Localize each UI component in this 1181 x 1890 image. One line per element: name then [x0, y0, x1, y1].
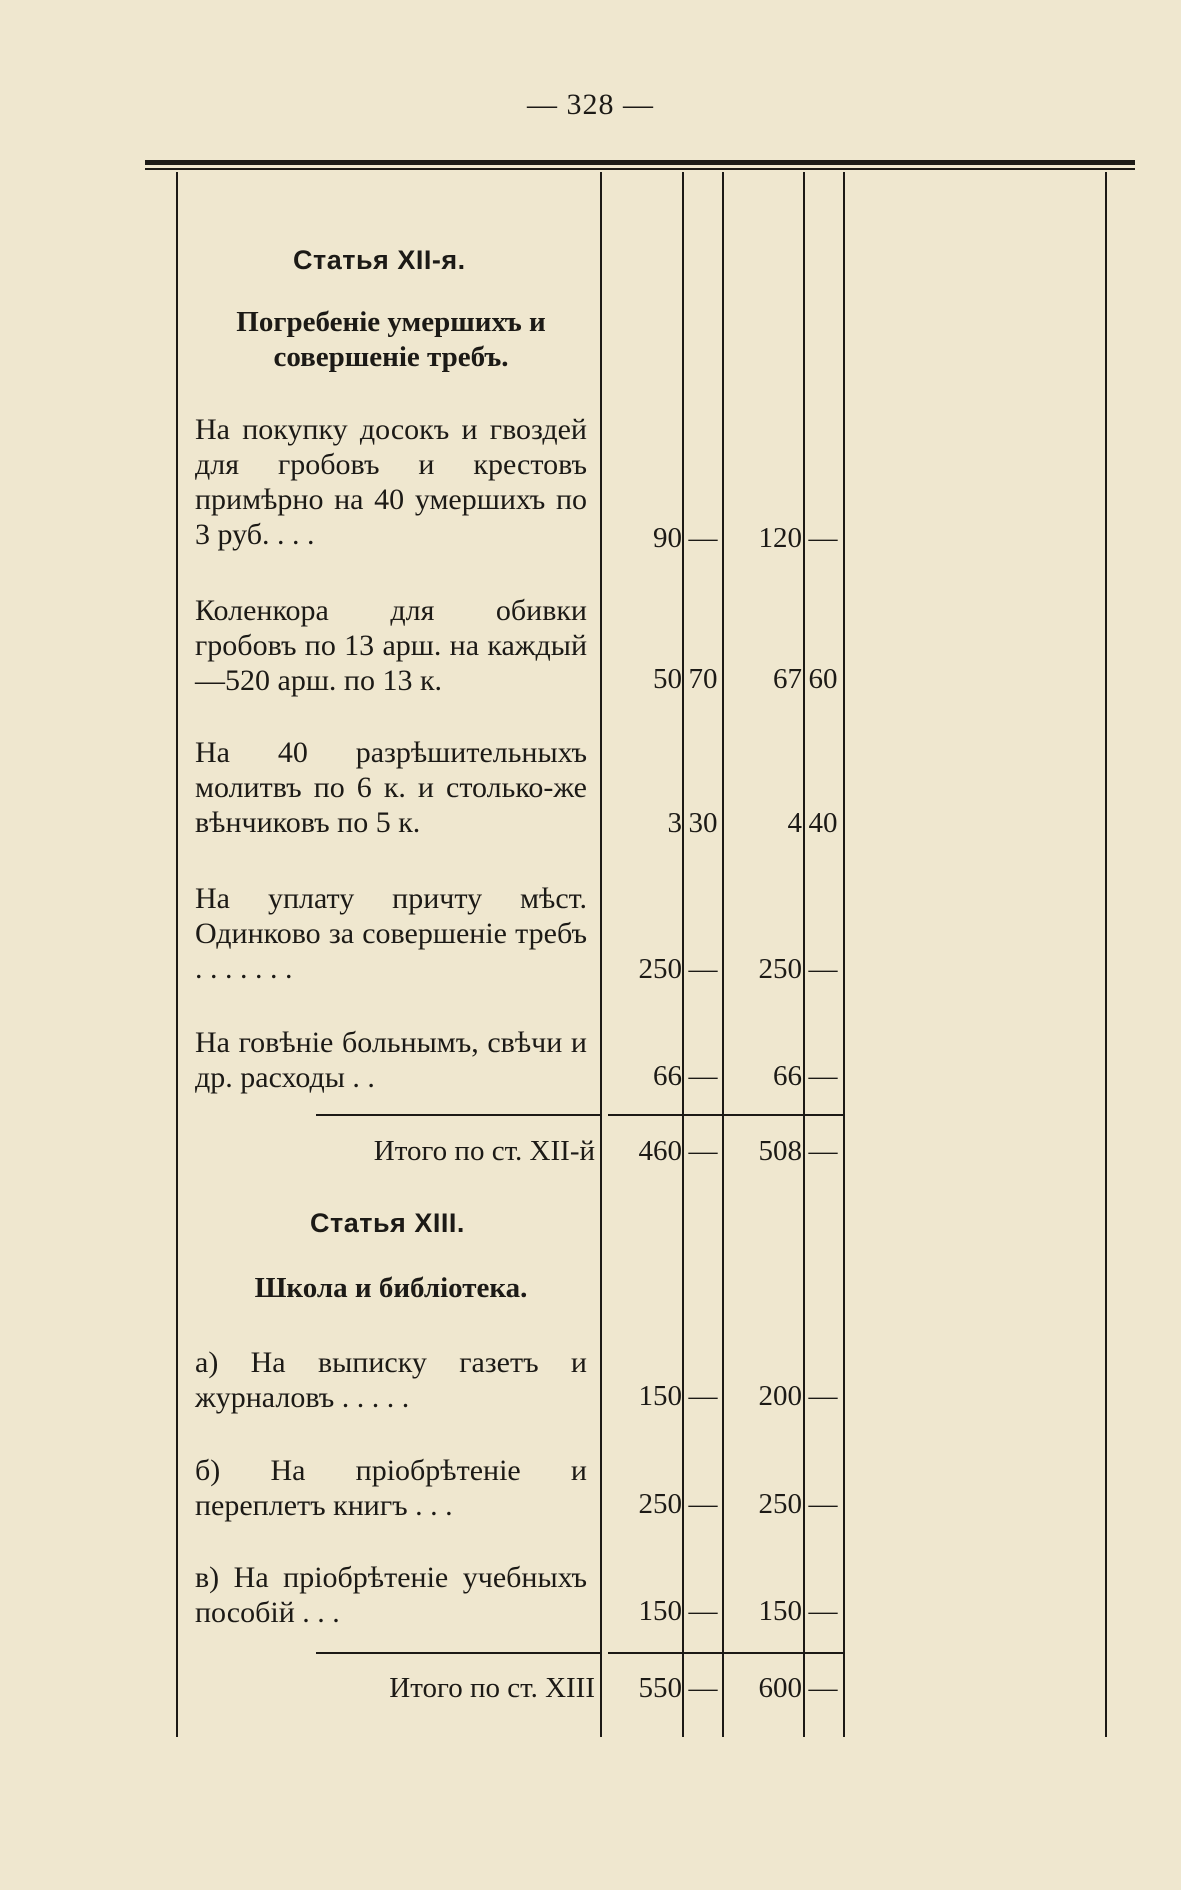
row-12-2-a-rub: 50	[653, 663, 682, 695]
row-12-3-b-rub: 4	[787, 807, 802, 839]
total-13-rule-b	[608, 1652, 844, 1654]
total-13-a-kop: —	[688, 1672, 718, 1704]
row-12-1-b-rub: 120	[758, 522, 802, 554]
row-12-3-text: На 40 разрѣшительныхъ молитвъ по 6 к. и столько-же вѣнчиковъ по 5 к.	[195, 736, 587, 839]
row-12-4-a-rub: 250	[638, 953, 682, 985]
total-13-label: Итого по ст. XIII	[389, 1672, 595, 1704]
top-rule	[145, 160, 1135, 165]
row-13-1-a-rub: 150	[638, 1380, 682, 1412]
total-13-rule-a	[316, 1652, 600, 1654]
row-12-1-a-rub: 90	[653, 522, 682, 554]
row-13-3-b-rub: 150	[758, 1595, 802, 1627]
row-12-5-b-rub: 66	[773, 1060, 802, 1092]
top-rule-thin	[145, 168, 1135, 170]
total-13-a-rub: 550	[638, 1672, 682, 1704]
row-12-2-text: Коленкора для обивки гробовъ по 13 арш. на каждый—520 арш. по 13 к.	[195, 594, 587, 697]
row-12-2-a-kop: 70	[688, 663, 718, 695]
row-13-3-a-rub: 150	[638, 1595, 682, 1627]
row-12-5-text: На говѣніе больнымъ, свѣчи и др. расходы . .	[195, 1026, 587, 1094]
row-13-1-a-kop: —	[688, 1380, 718, 1412]
row-12-1-a-kop: —	[688, 522, 718, 554]
total-12-b-kop: —	[808, 1135, 838, 1167]
total-12-a-rub: 460	[638, 1135, 682, 1167]
total-12-label: Итого по ст. XII-й	[373, 1135, 595, 1167]
row-13-3-text: в) На пріобрѣтеніе учебныхъ пособій . . .	[195, 1561, 587, 1629]
row-12-2-b-rub: 67	[773, 663, 802, 695]
row-12-4-b-kop: —	[808, 953, 838, 985]
section-12-subheading: Погребеніе умершихъ и совершеніе требъ.	[236, 306, 546, 373]
row-12-2-b-kop: 60	[808, 663, 838, 695]
total-12-rule-b	[608, 1114, 844, 1116]
row-12-1-b-kop: —	[808, 522, 838, 554]
row-13-3-a-kop: —	[688, 1595, 718, 1627]
row-13-3-b-kop: —	[808, 1595, 838, 1627]
column-rule-text	[600, 172, 602, 1737]
row-13-2-a-kop: —	[688, 1488, 718, 1520]
column-rule-b-kop	[803, 172, 805, 1737]
column-rule-b-rub	[722, 172, 724, 1737]
row-12-3-a-kop: 30	[688, 807, 718, 839]
table-left-border	[176, 172, 178, 1737]
table-right-border	[1105, 172, 1107, 1737]
section-12-heading: Статья XII-я.	[293, 245, 466, 275]
row-12-5-a-rub: 66	[653, 1060, 682, 1092]
row-13-2-b-rub: 250	[758, 1488, 802, 1520]
row-12-4-text: На уплату причту мѣст. Одинково за совершеніе требъ . . . . . . .	[195, 882, 587, 985]
section-13-heading: Статья XIII.	[310, 1208, 465, 1238]
row-12-3-a-rub: 3	[667, 807, 682, 839]
row-13-2-a-rub: 250	[638, 1488, 682, 1520]
row-12-4-b-rub: 250	[758, 953, 802, 985]
page-number: — 328 —	[527, 88, 654, 121]
row-12-4-a-kop: —	[688, 953, 718, 985]
row-13-1-text: а) На выписку газетъ и журналовъ . . . . .	[195, 1346, 587, 1414]
row-12-5-b-kop: —	[808, 1060, 838, 1092]
total-12-rule-a	[316, 1114, 600, 1116]
column-rule-a-kop	[682, 172, 684, 1737]
total-12-b-rub: 508	[758, 1135, 802, 1167]
row-12-5-a-kop: —	[688, 1060, 718, 1092]
row-13-1-b-kop: —	[808, 1380, 838, 1412]
row-12-3-b-kop: 40	[808, 807, 838, 839]
row-13-2-b-kop: —	[808, 1488, 838, 1520]
total-13-b-rub: 600	[758, 1672, 802, 1704]
section-13-subheading: Школа и библіотека.	[254, 1272, 528, 1304]
total-13-b-kop: —	[808, 1672, 838, 1704]
total-12-a-kop: —	[688, 1135, 718, 1167]
row-13-2-text: б) На пріобрѣтеніе и переплетъ книгъ . . .	[195, 1454, 587, 1522]
row-12-1-text: На покупку досокъ и гвоздей для гробовъ и крестовъ примѣрно на 40 умершихъ по 3 руб. . . .	[195, 413, 587, 551]
row-13-1-b-rub: 200	[758, 1380, 802, 1412]
column-rule-right	[843, 172, 845, 1737]
